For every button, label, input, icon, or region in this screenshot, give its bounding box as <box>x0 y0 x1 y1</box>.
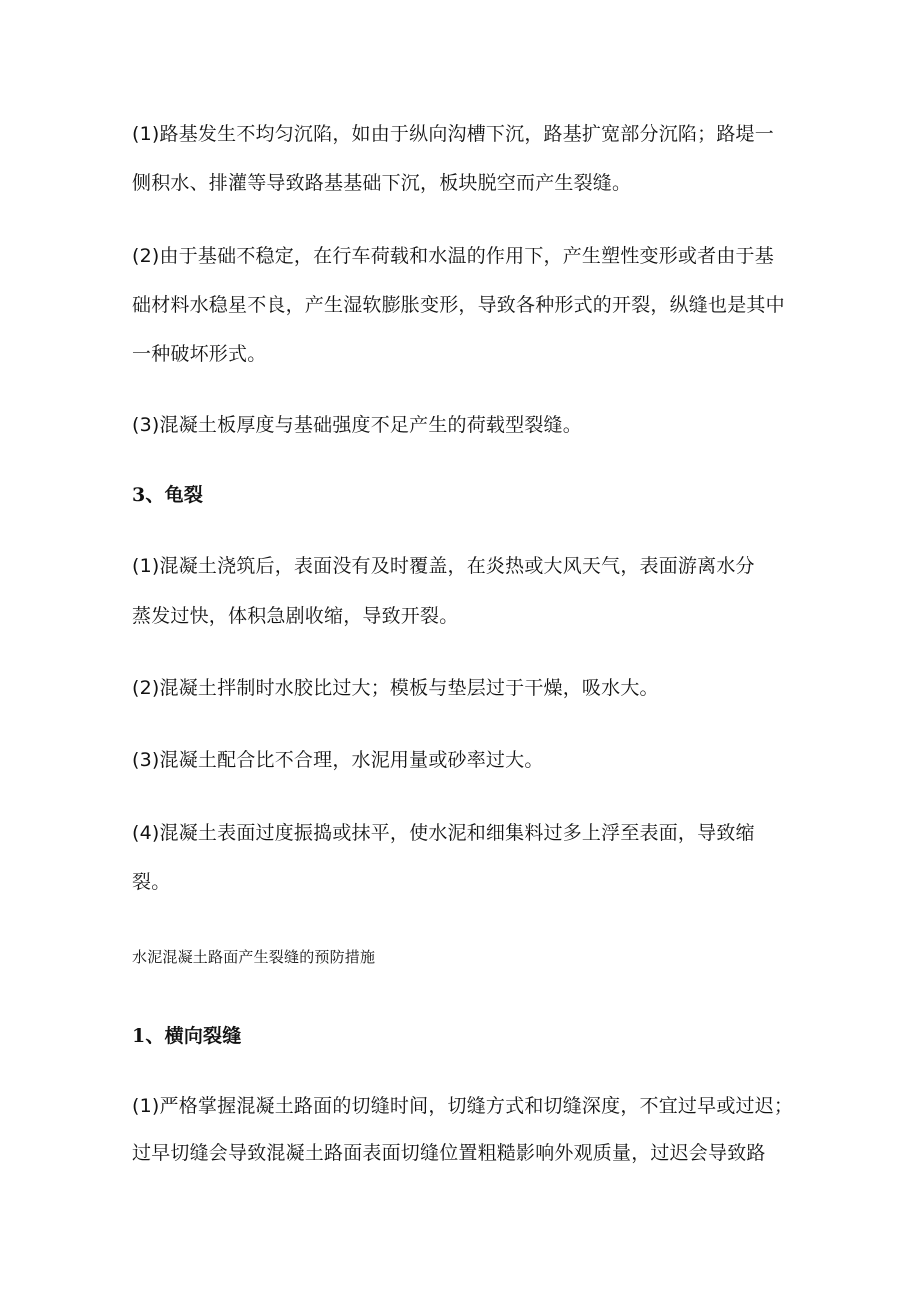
paragraph-line: 础材料水稳星不良，产生湿软膨胀变形，导致各种形式的开裂，纵缝也是其中 <box>132 294 785 316</box>
paragraph-line: (1)路基发生不均匀沉陷，如由于纵向沟槽下沉，路基扩宽部分沉陷；路堤一 <box>132 123 774 145</box>
paragraph-line: (2)混凝土拌制时水胶比过大；模板与垫层过于干燥，吸水大。 <box>132 677 659 699</box>
paragraph-line: 蒸发过快，体积急剧收缩，导致开裂。 <box>132 605 459 627</box>
paragraph-line: (3)混凝土板厚度与基础强度不足产生的荷载型裂缝。 <box>132 414 582 436</box>
paragraph-line: (2)由于基础不稳定，在行车荷载和水温的作用下，产生塑性变形或者由于基 <box>132 245 774 267</box>
paragraph-line: 裂。 <box>132 871 171 893</box>
paragraph-line: (4)混凝土表面过度振捣或抹平，使水泥和细集料过多上浮至表面，导致缩 <box>132 822 755 844</box>
section-heading: 1、横向裂缝 <box>132 1025 242 1047</box>
paragraph-line: (3)混凝土配合比不合理，水泥用量或砂率过大。 <box>132 749 544 771</box>
paragraph-line: 侧积水、排灌等导致路基基础下沉，板块脱空而产生裂缝。 <box>132 172 632 194</box>
section-heading: 3、龟裂 <box>132 484 204 506</box>
paragraph-line: 过早切缝会导致混凝土路面表面切缝位置粗糙影响外观质量，过迟会导致路 <box>132 1142 766 1164</box>
paragraph-line: (1)混凝土浇筑后，表面没有及时覆盖，在炎热或大风天气，表面游离水分 <box>132 555 755 577</box>
paragraph-line: 一种破坏形式。 <box>132 343 267 365</box>
subheading-text: 水泥混凝土路面产生裂缝的预防措施 <box>132 948 376 966</box>
paragraph-line: (1)严格掌握混凝土路面的切缝时间，切缝方式和切缝深度，不宜过早或过迟； <box>132 1095 794 1117</box>
